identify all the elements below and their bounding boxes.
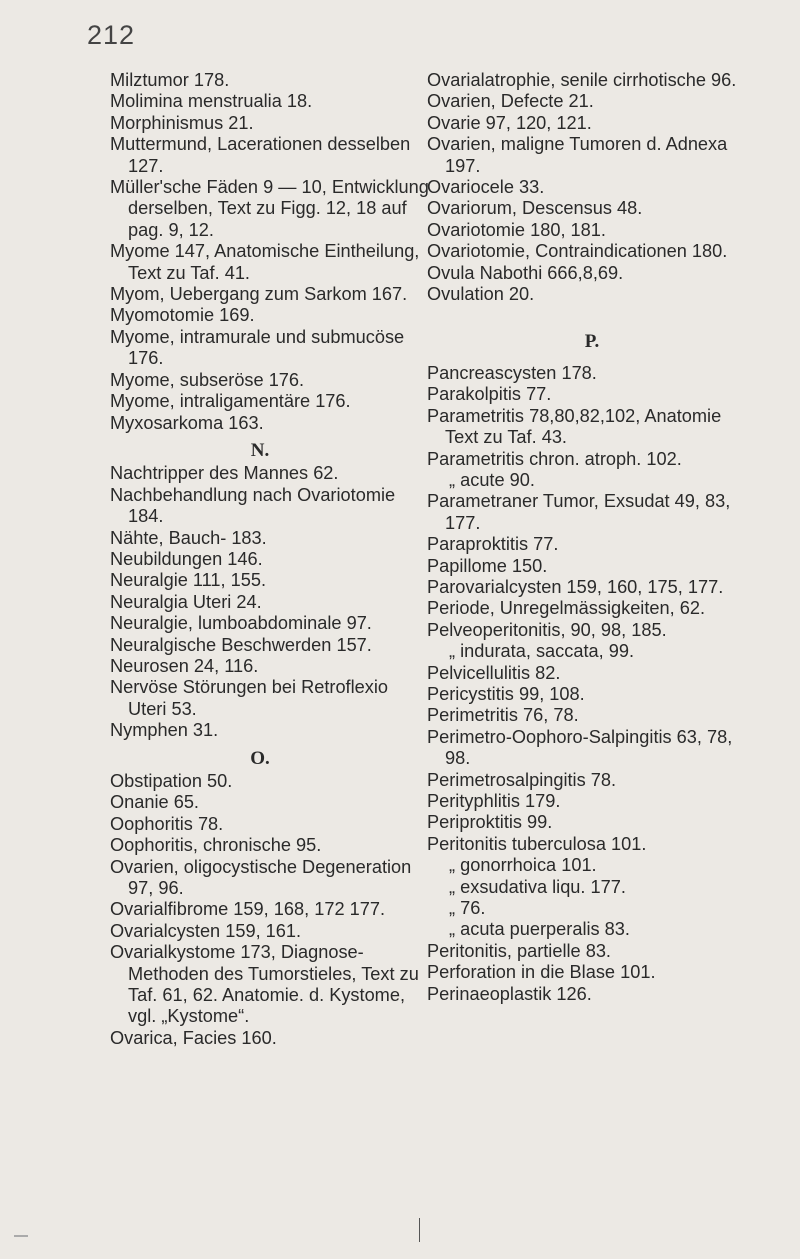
index-entry: Neubildungen 146. [110,548,263,569]
index-entry: Perinaeoplastik 126. [427,983,592,1004]
index-entry: Myome, intramurale und submucöse 176. [110,326,405,369]
index-entry: Muttermund, Lacerationen desselben 127. [110,134,411,176]
index-entry: Parakolpitis 77. [427,384,552,405]
index-entry: Ovarialkystome 173, Diagnose-Methoden des Tumorstieles, Text zu Taf. 61, 62. Anatomie. d. Kystome, vgl. „Kystome“. [110,942,419,1027]
index-entry: Ovarien, oligocystische Degeneration 97, 96. [110,856,412,899]
index-entry: Ovarialatrophie, senile cirrhotische 96. [427,70,737,90]
index-entry: Pericystitis 99, 108. [427,683,585,704]
index-entry: „ exsudativa liqu. 177. [449,876,626,897]
index-entry: Ovarialfibrome 159, 168, 172 177. [110,899,386,920]
index-entry: Neuralgie, lumboabdominale 97. [110,613,372,634]
index-column-left [110,70,430,1049]
index-entry: Parametritis 78,80,82,102, Anatomie Text zu Taf. 43. [427,405,722,448]
index-entry: Ovarien, Defecte 21. [427,91,594,112]
index-entry: Myom, Uebergang zum Sarkom 167. [110,284,408,305]
index-entry: Ovariotomie, Contraindicationen 180. [427,241,728,262]
index-entry: Parametritis chron. atroph. 102. [427,448,682,469]
index-entry: Pancreascysten 178. [427,362,597,383]
section-letter-heading: P. [584,331,600,353]
index-entry: Ovarien, maligne Tumoren d. Adnexa 197. [427,134,728,176]
section-letter-heading: N. [250,439,270,461]
index-entry: Papillome 150. [427,555,548,576]
index-entry: Oophoritis 78. [110,813,224,834]
section-letter-heading: O. [250,747,270,769]
index-entry: Peritonitis, partielle 83. [427,940,611,961]
index-entry: Nähte, Bauch- 183. [110,527,267,548]
index-entry: Milztumor 178. [110,70,230,90]
index-entry: Morphinismus 21. [110,112,254,133]
index-entry: Ovariotomie 180, 181. [427,219,606,240]
index-entry: Perimetritis 76, 78. [427,705,579,726]
index-entry: Neuralgia Uteri 24. [110,591,262,612]
index-entry: Nachbehandlung nach Ovariotomie 184. [110,484,396,527]
index-entry: Pelveoperitonitis, 90, 98, 185. [427,619,667,640]
index-entry: Ovarica, Facies 160. [110,1027,277,1048]
margin-mark [14,1235,28,1237]
index-entry: „ 76. [449,898,486,919]
index-entry: Perityphlitis 179. [427,791,561,811]
index-entry: „ gonorrhoica 101. [449,855,597,876]
index-entry: Nachtripper des Mannes 62. [110,463,339,484]
index-entry: Obstipation 50. [110,771,233,791]
index-entry: Nymphen 31. [110,720,219,741]
index-entry: Periode, Unregelmässigkeiten, 62. [427,598,706,619]
page-number: 212 [87,20,136,50]
index-entry: Nervöse Störungen bei Retroflexio Uteri 53. [110,677,389,719]
index-entry: Neuralgie 111, 155. [110,570,267,591]
index-entry: Ovulation 20. [427,284,535,305]
index-column-right [427,70,757,1005]
index-entry: Ovarie 97, 120, 121. [427,112,592,133]
index-entry: Myome, subseröse 176. [110,369,305,390]
index-entry: „ indurata, saccata, 99. [449,641,635,662]
index-entry: Pelvicellulitis 82. [427,662,561,683]
index-entry: Paraproktitis 77. [427,534,559,555]
index-entry: Oophoritis, chronische 95. [110,835,322,856]
index-entry: Onanie 65. [110,792,199,813]
index-entry: Ovula Nabothi 666,8,69. [427,262,624,283]
index-entry: Perimetrosalpingitis 78. [427,769,617,790]
index-entry: Parametraner Tumor, Exsudat 49, 83, 177. [427,491,731,533]
index-entry: Periproktitis 99. [427,812,553,833]
index-entry: Neuralgische Beschwerden 157. [110,634,372,655]
index-entry: Perimetro-Oophoro-Salpingitis 63, 78, 98. [427,726,733,769]
index-entry: Molimina menstrualia 18. [110,91,313,112]
index-entry: Neurosen 24, 116. [110,655,259,676]
index-entry: Müller'sche Fäden 9 — 10, Entwicklung derselben, Text zu Figg. 12, 18 auf pag. 9, 12. [110,177,429,240]
index-entry: Myome 147, Anatomische Eintheilung, Text zu Taf. 41. [110,241,420,283]
index-entry: Peritonitis tuberculosa 101. [427,833,647,854]
index-entry: Ovariorum, Descensus 48. [427,198,643,219]
index-entry: „ acute 90. [449,469,535,490]
index-entry: Myomotomie 169. [110,305,255,326]
index-entry: Parovarialcysten 159, 160, 175, 177. [427,576,724,597]
index-entry: Ovariocele 33. [427,177,545,198]
index-entry: Ovarialcysten 159, 161. [110,920,302,941]
index-entry: Perforation in die Blase 101. [427,962,656,983]
index-entry: Myxosarkoma 163. [110,412,264,433]
index-entry: Myome, intraligamentäre 176. [110,391,351,412]
index-entry: „ acuta puerperalis 83. [449,919,630,940]
column-divider-mark [419,1218,420,1242]
